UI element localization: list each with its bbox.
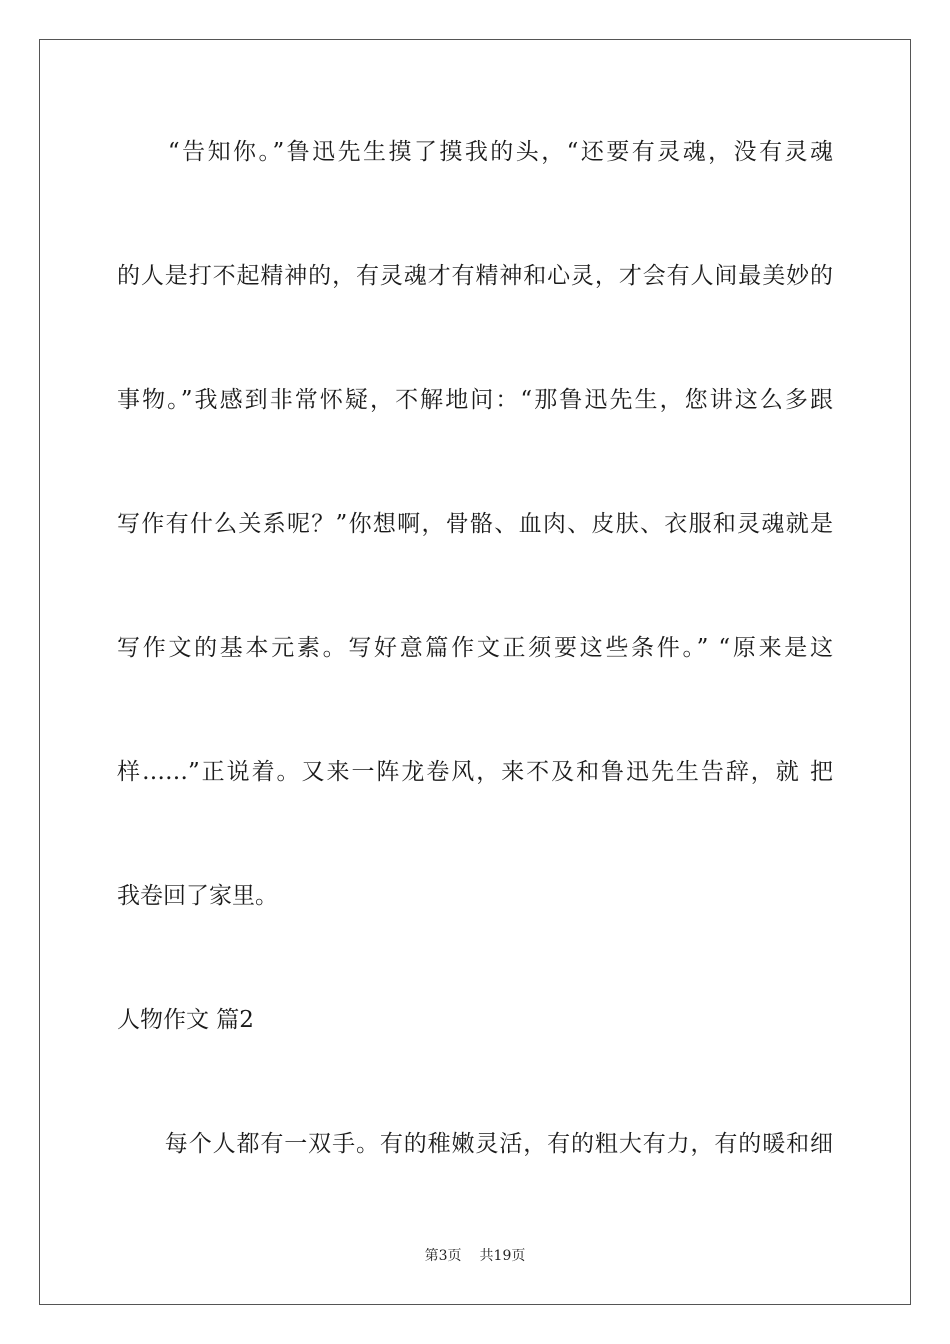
body-text-line-4: 写作有什么关系呢？”你想啊，骨骼、血肉、皮肤、衣服和灵魂就是 [117, 511, 833, 537]
page-footer [0, 1246, 950, 1266]
page-frame [39, 39, 911, 1305]
section-heading: 人物作文 篇2 [117, 1007, 254, 1033]
body-text-line-5: 写作文的基本元素。写好意篇作文正须要这些条件。” “原来是这 [117, 635, 833, 661]
page-total: 共19页 [479, 1248, 526, 1264]
body-text-line-8: 每个人都有一双手。有的稚嫩灵活，有的粗大有力，有的暖和细 [117, 1131, 833, 1157]
body-text-line-1: “告知你。”鲁迅先生摸了摸我的头，“还要有灵魂，没有灵魂 [117, 139, 833, 165]
body-text-line-2: 的人是打不起精神的，有灵魂才有精神和心灵，才会有人间最美妙的 [117, 263, 833, 289]
body-text-line-7: 我卷回了家里。 [117, 883, 278, 909]
body-text-line-3: 事物。”我感到非常怀疑，不解地问：“那鲁迅先生，您讲这么多跟 [117, 387, 833, 413]
body-text-line-6: 样……”正说着。又来一阵龙卷风，来不及和鲁迅先生告辞，就 把 [117, 759, 833, 785]
page-number: 第3页 [424, 1248, 462, 1264]
